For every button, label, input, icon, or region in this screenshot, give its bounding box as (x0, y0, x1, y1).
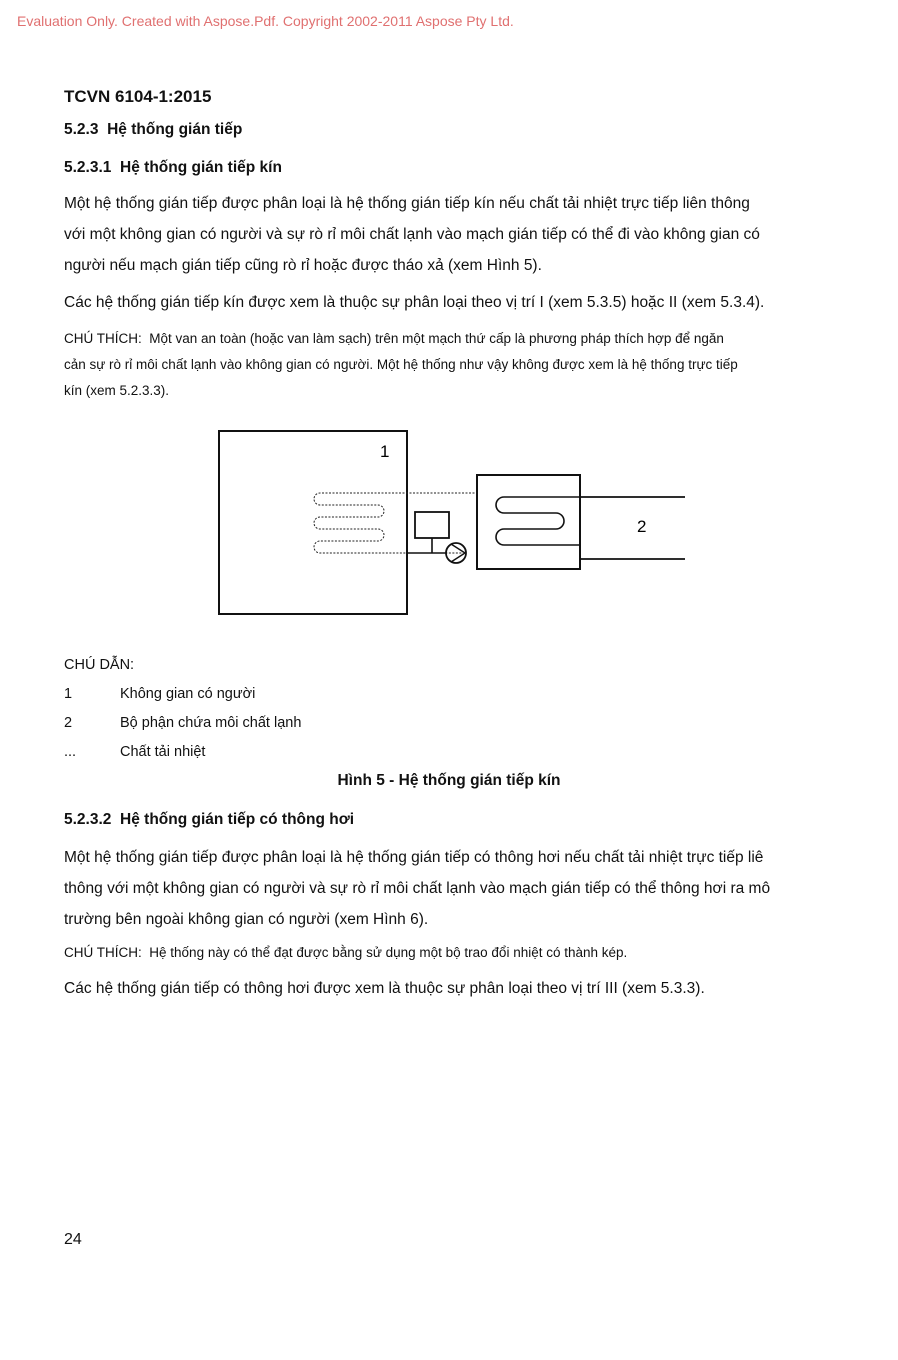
figure-5-diagram (210, 425, 700, 620)
section-523-heading (64, 121, 242, 139)
section-title: Hệ thống gián tiếp có thông hơi (120, 811, 355, 828)
note-line: cản sự rò rỉ môi chất lạnh vào không gian có người. Một hệ thống như vậy không được xem là hệ thống trực tiếp (64, 357, 738, 372)
text-line: Một hệ thống gián tiếp được phân loại là hệ thống gián tiếp có thông hơi nếu chất tải nhiệt trực tiếp liê (64, 849, 764, 866)
section-title: Hệ thống gián tiếp kín (120, 159, 282, 176)
refrigerant-coil (496, 497, 580, 545)
expansion-tank-symbol (415, 512, 449, 538)
paragraph-5231-2: Các hệ thống gián tiếp kín được xem là thuộc sự phân loại theo vị trí I (xem 5.3.5) hoặc II (xem 5.3.4). (64, 294, 765, 311)
figure-caption: Hình 5 - Hệ thống gián tiếp kín (337, 772, 561, 789)
text-line: Một hệ thống gián tiếp được phân loại là hệ thống gián tiếp kín nếu chất tải nhiệt trực tiếp liên thông (64, 195, 750, 212)
section-5232-heading (64, 811, 354, 829)
legend-title: CHÚ DẪN: (64, 657, 135, 673)
occupied-space-box (219, 431, 407, 614)
legend-key: ... (64, 744, 77, 760)
section-number: 5.2.3.1 (64, 159, 112, 176)
section-number: 5.2.3 (64, 121, 99, 138)
text-line: với một không gian có người và sự rò rỉ môi chất lạnh vào mạch gián tiếp có thể đi vào không gian có (64, 226, 760, 243)
figure-label-1: 1 (380, 442, 390, 461)
paragraph-5232-2: Các hệ thống gián tiếp có thông hơi được xem là thuộc sự phân loại theo vị trí III (xem 5.3.3). (64, 980, 705, 997)
note-line (64, 326, 844, 352)
note-line: kín (xem 5.2.3.3). (64, 383, 170, 398)
paragraph-5232-1 (64, 842, 864, 935)
legend-key: 2 (64, 715, 73, 731)
note-5232 (64, 940, 844, 966)
watermark-text: Evaluation Only. Created with Aspose.Pdf. Copyright 2002-2011 Aspose Pty Ltd. (17, 13, 514, 29)
legend-key: 1 (64, 686, 73, 702)
legend-item (64, 715, 301, 731)
figure-label-2: 2 (637, 517, 647, 536)
legend-text: Chất tải nhiệt (120, 744, 206, 760)
section-number: 5.2.3.2 (64, 811, 112, 828)
text-line: người nếu mạch gián tiếp cũng rò rỉ hoặc được tháo xả (xem Hình 5). (64, 257, 542, 274)
note-label: CHÚ THÍCH: (64, 331, 142, 346)
legend-text: Bộ phận chứa môi chất lạnh (120, 715, 302, 731)
page-number: 24 (64, 1231, 82, 1248)
note-text: Một van an toàn (hoặc van làm sạch) trên một mạch thứ cấp là phương pháp thích hợp để ngăn (149, 331, 724, 346)
legend-item (64, 686, 255, 702)
note-5231 (64, 326, 844, 404)
section-5231-heading (64, 159, 282, 177)
note-text: Hệ thống này có thể đạt được bằng sử dụng một bộ trao đổi nhiệt có thành kép. (149, 945, 628, 960)
note-label: CHÚ THÍCH: (64, 945, 142, 960)
section-title: Hệ thống gián tiếp (107, 121, 243, 138)
paragraph-5231-1 (64, 188, 844, 281)
standard-code: TCVN 6104-1:2015 (64, 87, 212, 106)
legend-text: Không gian có người (120, 686, 256, 702)
text-line: thông với một không gian có người và sự rò rỉ môi chất lạnh vào mạch gián tiếp có thể thông hơi ra mô (64, 880, 771, 897)
legend-item (64, 744, 205, 760)
text-line: trường bên ngoài không gian có người (xem Hình 6). (64, 911, 429, 928)
